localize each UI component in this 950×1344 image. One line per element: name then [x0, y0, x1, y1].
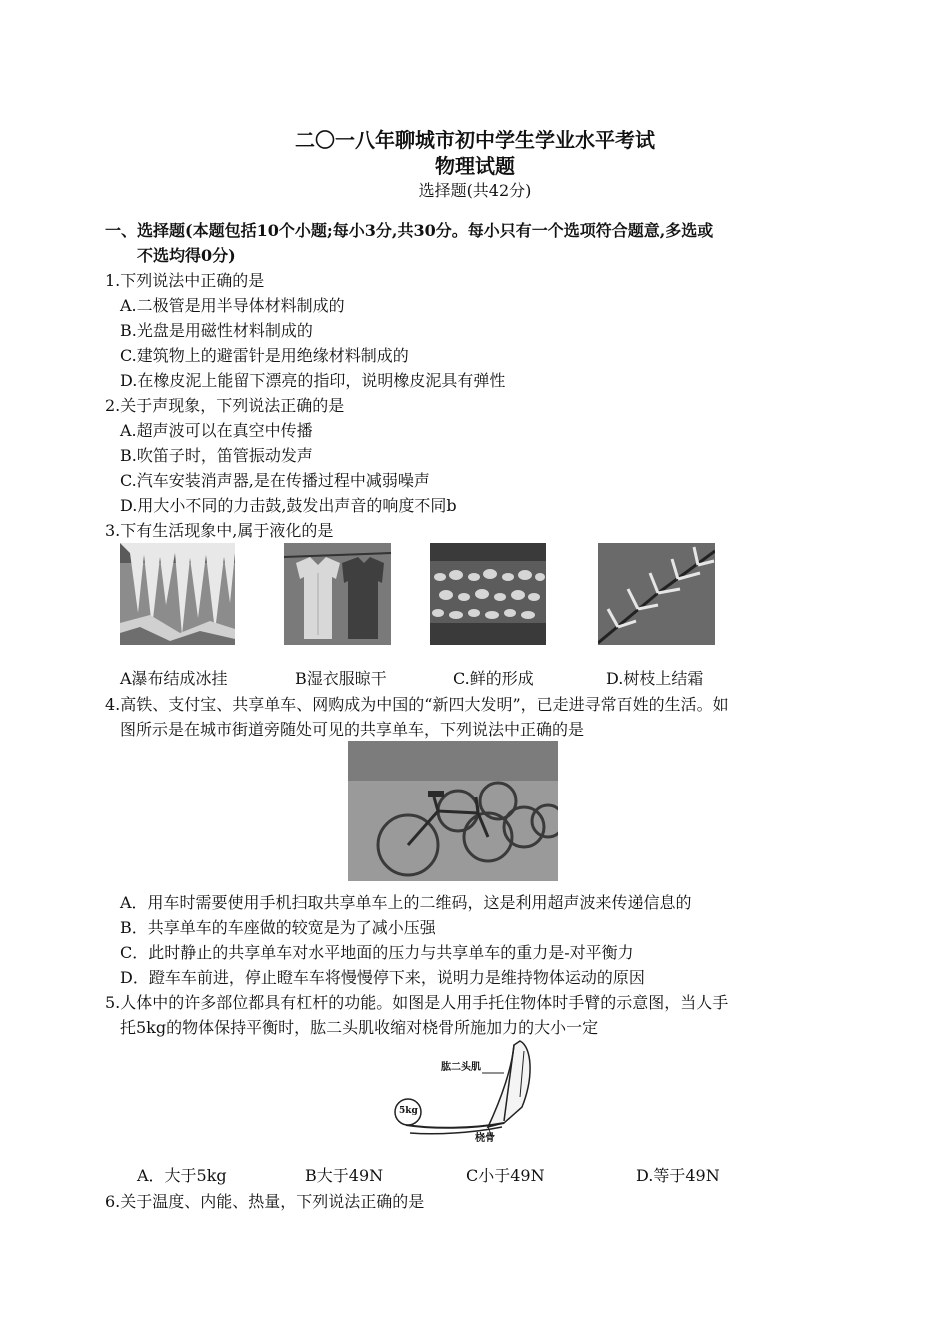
mass-label: 5kg — [399, 1106, 418, 1116]
option: A.二极管是用半导体材料制成的 — [120, 296, 345, 315]
section-heading: 一、选择题(本题包括10个小题;每小3分,共30分。每小只有一个选项符合题意,多选或 — [105, 221, 714, 240]
option: A．用车时需要使用手机扫取共享单车上的二维码，这是利用超声波来传递信息的 — [120, 893, 692, 912]
question-stem-cont: 托5kg的物体保持平衡时，肱二头肌收缩对桡骨所施加力的大小一定 — [120, 1018, 599, 1037]
droplets-image — [430, 543, 546, 645]
question-stem: 6.关于温度、内能、热量，下列说法正确的是 — [105, 1192, 425, 1211]
wet-clothes-image — [284, 543, 391, 645]
option: C.汽车安装消声器,是在传播过程中减弱噪声 — [120, 471, 430, 490]
option: B．共享单车的车座做的较宽是为了减小压强 — [120, 918, 436, 937]
muscle-label: 肱二头肌 — [441, 1062, 481, 1073]
option: A．大于5kg — [137, 1166, 227, 1185]
option: D．蹬车车前进，停止瞪车车将慢慢停下来，说明力是维持物体运动的原因 — [120, 968, 645, 987]
question-stem: 4.高铁、支付宝、共享单车、网购成为中国的“新四大发明”，已走进寻常百姓的生活。如 — [105, 695, 729, 714]
option: B.吹笛子时，笛管振动发声 — [120, 446, 313, 465]
question-stem: 1.下列说法中正确的是 — [105, 271, 265, 290]
option: C．此时静止的共享单车对水平地面的压力与共享单车的重力是-对平衡力 — [120, 943, 634, 962]
option: B大于49N — [305, 1166, 384, 1185]
question-stem: 5.人体中的许多部位都具有杠杆的功能。如图是人用手托住物体时手臂的示意图，当人手 — [105, 993, 729, 1012]
option-caption: D.树枝上结霜 — [606, 669, 704, 688]
bone-label: 桡骨 — [475, 1133, 495, 1144]
option-caption: C.鲜的形成 — [453, 669, 534, 688]
option: C小于49N — [466, 1166, 545, 1185]
section-heading-cont: 不选均得0分) — [137, 246, 236, 265]
option: D.用大小不同的力击鼓,鼓发出声音的响度不同b — [120, 496, 457, 515]
frozen-waterfall-image — [120, 543, 235, 645]
question-stem: 2.关于声现象，下列说法正确的是 — [105, 396, 345, 415]
option: B.光盘是用磁性材料制成的 — [120, 321, 313, 340]
section-subtitle: 选择题(共42分) — [418, 181, 532, 200]
question-stem-cont: 图所示是在城市街道旁随处可见的共享单车，下列说法中正确的是 — [120, 720, 585, 739]
frost-branch-image — [598, 543, 715, 645]
option: D.在橡皮泥上能留下漂亮的指印，说明橡皮泥具有弹性 — [120, 371, 506, 390]
option: D.等于49N — [636, 1166, 720, 1185]
option: A.超声波可以在真空中传播 — [120, 421, 313, 440]
option-caption: B湿衣服晾干 — [295, 669, 387, 688]
question-stem: 3.下有生活现象中,属于液化的是 — [105, 521, 334, 540]
exam-title: 二〇一八年聊城市初中学生学业水平考试 — [295, 128, 655, 152]
shared-bikes-image — [348, 741, 558, 881]
subject-title: 物理试题 — [435, 154, 515, 178]
option: C.建筑物上的避雷针是用绝缘材料制成的 — [120, 346, 409, 365]
option-caption: A瀑布结成冰挂 — [120, 669, 228, 688]
